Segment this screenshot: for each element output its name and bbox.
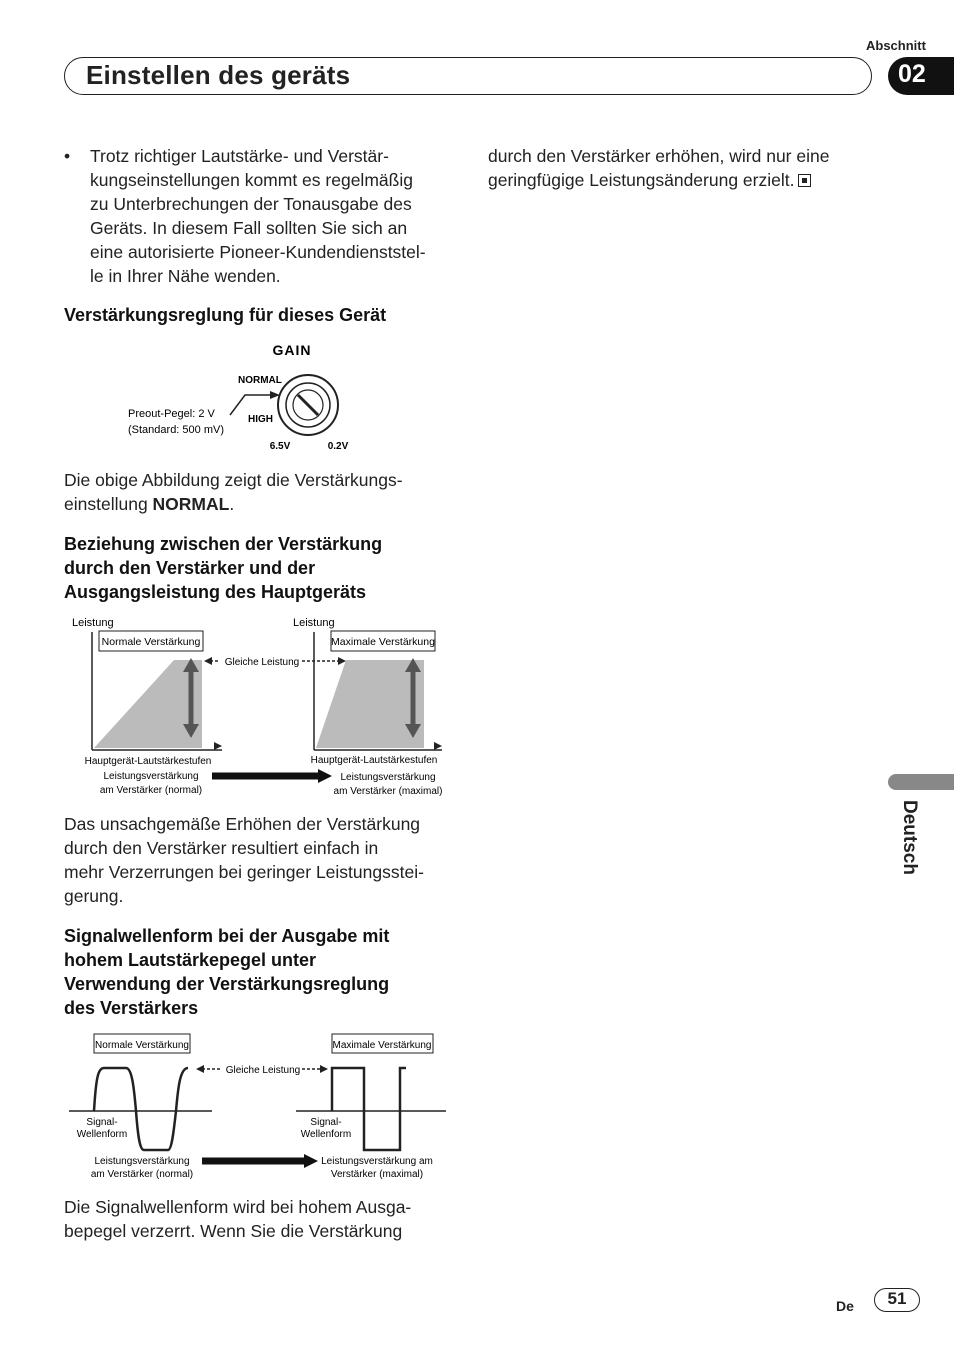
preout-line1: Preout-Pegel: 2 V bbox=[128, 408, 215, 420]
heading-signal-waveform bbox=[64, 924, 389, 1020]
paragraph-distortion bbox=[64, 812, 424, 908]
box-maximal-gain-label: Maximale Verstärkung bbox=[332, 1040, 432, 1051]
heading-line: Signalwellenform bei der Ausgabe mit bbox=[64, 926, 390, 946]
caption-right-2: Verstärker (maximal) bbox=[330, 1169, 424, 1180]
caption-left-2: am Verstärker (normal) bbox=[99, 785, 203, 796]
signal-label-left-1: Signal- bbox=[86, 1117, 118, 1128]
gain-knob-figure bbox=[120, 335, 360, 460]
text-line: kungseinstellungen kommt es regelmäßig bbox=[90, 170, 413, 190]
bullet-icon: • bbox=[64, 146, 71, 166]
equal-power-arrow-left-icon bbox=[204, 657, 212, 665]
text-segment: einstellung bbox=[64, 494, 153, 514]
text-line: Geräts. In diesem Fall sollten Sie sich an bbox=[90, 218, 408, 238]
axis-label-right: Leistung bbox=[293, 617, 335, 629]
paragraph-waveform-distortion bbox=[64, 1195, 411, 1243]
normal-label: NORMAL bbox=[238, 375, 282, 386]
x-axis-arrow-left-icon bbox=[214, 742, 222, 750]
box-maximal-gain-label: Maximale Verstärkung bbox=[331, 636, 435, 648]
text-line: Die Signalwellenform wird bei hohem Ausga- bbox=[64, 1197, 412, 1217]
x-label-left: Hauptgerät-Lautstärkestufen bbox=[84, 756, 212, 767]
power-area-maximal bbox=[316, 660, 424, 748]
right-column-text bbox=[488, 144, 829, 192]
caption-left-2: am Verstärker (normal) bbox=[90, 1169, 194, 1180]
text-line: mehr Verzerrungen bei geringer Leistungsstei- bbox=[64, 862, 424, 882]
heading-line: Beziehung zwischen der Verstärkung bbox=[64, 534, 383, 554]
text-line: Die obige Abbildung zeigt die Verstärkungs- bbox=[64, 470, 403, 490]
text-line: zu Unterbrechungen der Tonausgabe des bbox=[90, 194, 412, 214]
text-line: eine autorisierte Pioneer-Kundendienststel- bbox=[90, 242, 426, 262]
box-normal-gain-label: Normale Verstärkung bbox=[95, 1040, 189, 1051]
heading-line: durch den Verstärker und der bbox=[64, 558, 316, 578]
paragraph-gain-normal bbox=[64, 468, 403, 516]
power-gain-figure bbox=[64, 610, 454, 802]
transition-arrow-icon bbox=[304, 1154, 318, 1168]
heading-line: Verwendung der Verstärkungsreglung bbox=[64, 974, 390, 994]
page-number: 51 bbox=[887, 1289, 907, 1308]
heading-line: hohem Lautstärkepegel unter bbox=[64, 950, 317, 970]
high-label: HIGH bbox=[248, 414, 273, 425]
text-line: bepegel verzerrt. Wenn Sie die Verstärkung bbox=[64, 1221, 403, 1241]
equal-power-label: Gleiche Leistung bbox=[225, 1065, 301, 1076]
text-segment: . bbox=[229, 494, 235, 514]
equal-power-arrow-left-icon bbox=[196, 1065, 204, 1073]
text-line: le in Ihrer Nähe wenden. bbox=[90, 266, 281, 286]
right-value: 0.2V bbox=[327, 441, 349, 452]
text-line bbox=[488, 168, 829, 192]
language-tab bbox=[888, 774, 954, 790]
bullet-text bbox=[90, 144, 426, 288]
text-line: Das unsachgemäße Erhöhen der Verstärkung bbox=[64, 814, 421, 834]
caption-right-1: Leistungsverstärkung am bbox=[321, 1156, 433, 1167]
text-line: durch den Verstärker resultiert einfach in bbox=[64, 838, 379, 858]
language-label: Deutsch bbox=[899, 800, 920, 875]
normal-emphasis: NORMAL bbox=[152, 494, 230, 514]
heading-gain-power-relation bbox=[64, 532, 382, 604]
arrow-line bbox=[230, 395, 270, 415]
heading-line: des Verstärkers bbox=[64, 998, 199, 1018]
text-line: gerung. bbox=[64, 886, 124, 906]
footer-language: De bbox=[836, 1298, 854, 1314]
heading-line: Ausgangsleistung des Hauptgeräts bbox=[64, 582, 367, 602]
caption-right-2: am Verstärker (maximal) bbox=[333, 786, 443, 797]
caption-left-1: Leistungsverstärkung bbox=[94, 1156, 190, 1167]
x-label-right: Hauptgerät-Lautstärkestufen bbox=[310, 755, 438, 766]
text-line: durch den Verstärker erhöhen, wird nur eine bbox=[488, 146, 830, 166]
caption-right-1: Leistungsverstärkung bbox=[340, 772, 436, 783]
left-value: 6.5V bbox=[269, 441, 291, 452]
end-mark-icon bbox=[798, 174, 811, 187]
text-segment: geringfügige Leistungsänderung erzielt. bbox=[488, 170, 795, 190]
gain-title: GAIN bbox=[272, 342, 312, 358]
axis-label-left: Leistung bbox=[72, 617, 114, 629]
x-axis-arrow-right-icon bbox=[434, 742, 442, 750]
text-line: Trotz richtiger Lautstärke- und Verstär- bbox=[90, 146, 389, 166]
signal-label-right-1: Signal- bbox=[310, 1117, 342, 1128]
transition-arrow-icon bbox=[318, 769, 332, 783]
waveform-figure bbox=[64, 1028, 454, 1184]
page-title: Einstellen des geräts bbox=[86, 60, 351, 90]
section-number: 02 bbox=[898, 60, 926, 88]
equal-power-arrow-right-icon bbox=[320, 1065, 328, 1073]
power-area-normal bbox=[94, 660, 202, 748]
box-normal-gain-label: Normale Verstärkung bbox=[101, 636, 201, 648]
text-line bbox=[64, 492, 403, 516]
signal-label-right-2: Wellenform bbox=[300, 1129, 352, 1140]
section-label: Abschnitt bbox=[866, 38, 926, 53]
signal-label-left-2: Wellenform bbox=[76, 1129, 128, 1140]
caption-left-1: Leistungsverstärkung bbox=[103, 771, 199, 782]
preout-line2: (Standard: 500 mV) bbox=[128, 424, 224, 436]
heading-gain-control: Verstärkungsreglung für dieses Gerät bbox=[64, 305, 387, 325]
equal-power-label: Gleiche Leistung bbox=[224, 657, 300, 668]
